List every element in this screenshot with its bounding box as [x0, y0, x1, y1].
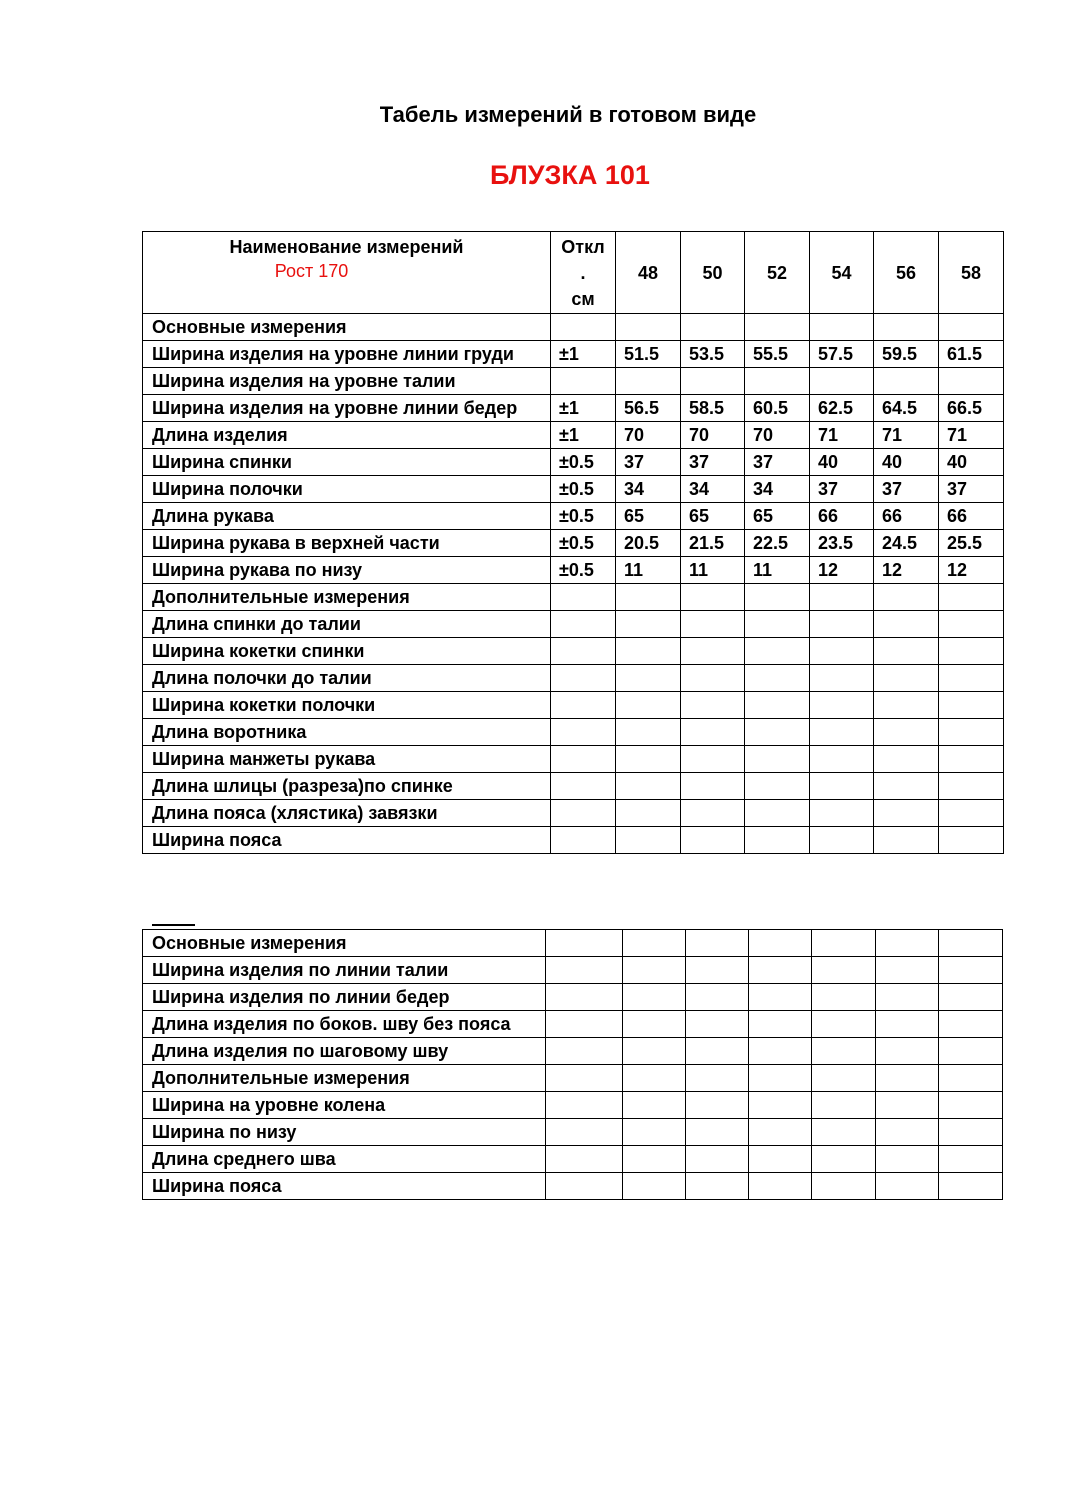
size-value-cell: 57.5 [810, 341, 874, 368]
size-value-cell: 37 [810, 476, 874, 503]
measurement-name-cell: Ширина изделия на уровне линии груди [143, 341, 551, 368]
size-value-cell [616, 665, 681, 692]
table-row [143, 746, 1004, 773]
size-value-cell: 51.5 [616, 341, 681, 368]
size-value-cell [616, 314, 681, 341]
table-row [143, 1092, 1003, 1119]
size-value-cell [748, 1119, 811, 1146]
size-value-cell: 11 [745, 557, 810, 584]
size-value-cell [685, 1065, 748, 1092]
size-value-cell [622, 1119, 685, 1146]
header-size-cell: 52 [745, 232, 810, 314]
size-value-cell [748, 1038, 811, 1065]
size-value-cell [745, 611, 810, 638]
size-value-cell: 56.5 [616, 395, 681, 422]
measurement-name-cell: Длина шлицы (разреза)по спинке [143, 773, 551, 800]
size-value-cell [681, 611, 745, 638]
size-value-cell [875, 1065, 938, 1092]
size-value-cell: 62.5 [810, 395, 874, 422]
deviation-cell [551, 611, 616, 638]
size-value-cell [745, 584, 810, 611]
deviation-cell [551, 773, 616, 800]
deviation-cell [551, 584, 616, 611]
size-value-cell [748, 1011, 811, 1038]
size-value-cell [939, 746, 1004, 773]
size-value-cell [811, 1011, 875, 1038]
table-header-row [143, 232, 1004, 314]
size-value-cell [874, 746, 939, 773]
size-value-cell [681, 368, 745, 395]
table-row [143, 1038, 1003, 1065]
size-value-cell [938, 1146, 1002, 1173]
deviation-cell: ±1 [551, 422, 616, 449]
size-value-cell [939, 314, 1004, 341]
deviation-cell [551, 827, 616, 854]
size-value-cell [748, 1092, 811, 1119]
table-row [143, 665, 1004, 692]
measurement-name-cell: Ширина по низу [143, 1119, 546, 1146]
size-value-cell: 66 [939, 503, 1004, 530]
size-value-cell [745, 773, 810, 800]
size-value-cell [939, 719, 1004, 746]
size-value-cell: 55.5 [745, 341, 810, 368]
table-row [143, 341, 1004, 368]
header-size-cell: 48 [616, 232, 681, 314]
size-value-cell: 70 [616, 422, 681, 449]
size-value-cell: 59.5 [874, 341, 939, 368]
size-value-cell: 70 [745, 422, 810, 449]
deviation-cell [546, 1038, 622, 1065]
deviation-cell [551, 800, 616, 827]
size-value-cell [810, 773, 874, 800]
size-value-cell: 64.5 [874, 395, 939, 422]
table-row [143, 957, 1003, 984]
size-value-cell [681, 692, 745, 719]
size-value-cell [939, 800, 1004, 827]
size-value-cell [810, 692, 874, 719]
size-value-cell: 65 [681, 503, 745, 530]
measurement-name-cell: Длина пояса (хлястика) завязки [143, 800, 551, 827]
size-value-cell [622, 1011, 685, 1038]
table-row [143, 773, 1004, 800]
size-value-cell [874, 773, 939, 800]
size-value-cell [748, 930, 811, 957]
size-value-cell [811, 930, 875, 957]
measurement-name-cell: Ширина пояса [143, 827, 551, 854]
header-height-label: Рост 170 [274, 261, 349, 281]
measurement-name-cell: Ширина рукава в верхней части [143, 530, 551, 557]
size-value-cell [681, 746, 745, 773]
deviation-cell [546, 1065, 622, 1092]
measurement-name-cell: Дополнительные измерения [143, 1065, 546, 1092]
header-deviation-line: Откл [561, 236, 605, 257]
size-value-cell [745, 368, 810, 395]
size-value-cell [748, 957, 811, 984]
measurement-name-cell: Ширина изделия на уровне талии [143, 368, 551, 395]
size-value-cell [685, 1173, 748, 1200]
size-value-cell [874, 827, 939, 854]
measurement-name-cell: Длина полочки до талии [143, 665, 551, 692]
table-row [143, 611, 1004, 638]
size-value-cell [939, 665, 1004, 692]
measurement-name-cell: Ширина изделия по линии бедер [143, 984, 546, 1011]
table-row [143, 1173, 1003, 1200]
deviation-cell [551, 665, 616, 692]
deviation-cell [551, 692, 616, 719]
deviation-cell [551, 314, 616, 341]
size-value-cell: 53.5 [681, 341, 745, 368]
size-value-cell [685, 1038, 748, 1065]
size-value-cell [938, 1119, 1002, 1146]
size-value-cell [811, 984, 875, 1011]
table-row [143, 314, 1004, 341]
size-value-cell [811, 957, 875, 984]
size-value-cell [745, 800, 810, 827]
deviation-cell: ±0.5 [551, 476, 616, 503]
size-value-cell: 66 [810, 503, 874, 530]
size-value-cell [616, 800, 681, 827]
size-value-cell [938, 930, 1002, 957]
size-value-cell [616, 719, 681, 746]
size-value-cell [875, 1038, 938, 1065]
size-value-cell [745, 692, 810, 719]
size-value-cell [616, 827, 681, 854]
size-value-cell [874, 665, 939, 692]
size-value-cell [622, 930, 685, 957]
measurement-name-cell: Длина воротника [143, 719, 551, 746]
deviation-cell [551, 719, 616, 746]
size-value-cell [622, 1146, 685, 1173]
size-value-cell [622, 1173, 685, 1200]
size-value-cell [811, 1065, 875, 1092]
size-value-cell [874, 584, 939, 611]
size-value-cell [681, 800, 745, 827]
size-value-cell [681, 773, 745, 800]
size-value-cell [681, 314, 745, 341]
size-value-cell: 37 [745, 449, 810, 476]
size-value-cell [938, 1038, 1002, 1065]
measurement-name-cell: Ширина на уровне колена [143, 1092, 546, 1119]
size-value-cell [681, 719, 745, 746]
table-row [143, 395, 1004, 422]
header-deviation-line: см [571, 288, 595, 309]
size-value-cell: 12 [874, 557, 939, 584]
size-value-cell [616, 692, 681, 719]
deviation-cell [551, 368, 616, 395]
table-row [143, 930, 1003, 957]
size-value-cell: 24.5 [874, 530, 939, 557]
size-value-cell [811, 1146, 875, 1173]
measurement-name-cell: Длина рукава [143, 503, 551, 530]
deviation-cell: ±0.5 [551, 503, 616, 530]
size-value-cell [938, 957, 1002, 984]
table-row [143, 800, 1004, 827]
header-deviation-line: . [580, 262, 586, 283]
size-value-cell [810, 665, 874, 692]
measurement-name-cell: Ширина полочки [143, 476, 551, 503]
size-value-cell [939, 611, 1004, 638]
size-value-cell [622, 957, 685, 984]
size-value-cell [939, 368, 1004, 395]
size-value-cell: 61.5 [939, 341, 1004, 368]
size-value-cell [875, 1011, 938, 1038]
section-separator [152, 924, 195, 926]
table-row [143, 557, 1004, 584]
size-value-cell [875, 984, 938, 1011]
size-value-cell [685, 1011, 748, 1038]
measurement-name-cell: Основные измерения [143, 314, 551, 341]
size-value-cell [685, 1119, 748, 1146]
size-value-cell [745, 827, 810, 854]
header-size-cell: 58 [939, 232, 1004, 314]
size-value-cell: 34 [745, 476, 810, 503]
size-value-cell [874, 800, 939, 827]
size-value-cell [745, 665, 810, 692]
size-value-cell [939, 827, 1004, 854]
deviation-cell [551, 746, 616, 773]
secondary-measurements-table [142, 929, 1003, 1200]
header-size-cell: 54 [810, 232, 874, 314]
deviation-cell [546, 1092, 622, 1119]
size-value-cell [622, 984, 685, 1011]
deviation-cell [546, 1119, 622, 1146]
measurement-name-cell: Ширина кокетки полочки [143, 692, 551, 719]
size-value-cell [939, 584, 1004, 611]
deviation-cell [546, 930, 622, 957]
size-value-cell: 40 [810, 449, 874, 476]
size-value-cell [810, 314, 874, 341]
size-value-cell: 12 [939, 557, 1004, 584]
size-value-cell: 23.5 [810, 530, 874, 557]
size-value-cell [938, 1092, 1002, 1119]
size-value-cell: 58.5 [681, 395, 745, 422]
size-value-cell: 65 [616, 503, 681, 530]
size-value-cell: 11 [616, 557, 681, 584]
size-value-cell [810, 638, 874, 665]
size-value-cell [681, 584, 745, 611]
size-value-cell [748, 1065, 811, 1092]
size-value-cell: 66 [874, 503, 939, 530]
table-row [143, 1146, 1003, 1173]
measurement-name-cell: Ширина пояса [143, 1173, 546, 1200]
table-row [143, 638, 1004, 665]
size-value-cell [811, 1038, 875, 1065]
size-value-cell: 71 [810, 422, 874, 449]
measurement-name-cell: Ширина изделия на уровне линии бедер [143, 395, 551, 422]
table-row [143, 530, 1004, 557]
size-value-cell [748, 1146, 811, 1173]
size-value-cell [685, 930, 748, 957]
size-value-cell [810, 584, 874, 611]
measurement-name-cell: Длина изделия [143, 422, 551, 449]
size-value-cell [745, 314, 810, 341]
header-deviation-cell [551, 232, 616, 314]
table-row [143, 368, 1004, 395]
size-value-cell: 25.5 [939, 530, 1004, 557]
size-value-cell [622, 1065, 685, 1092]
size-value-cell [938, 984, 1002, 1011]
size-value-cell [938, 1011, 1002, 1038]
measurements-table [142, 231, 1004, 854]
deviation-cell: ±0.5 [551, 557, 616, 584]
size-value-cell: 40 [939, 449, 1004, 476]
size-value-cell [875, 957, 938, 984]
size-value-cell [745, 638, 810, 665]
deviation-cell [551, 638, 616, 665]
header-name-label: Наименование измерений [229, 237, 464, 257]
size-value-cell [874, 368, 939, 395]
size-value-cell: 34 [681, 476, 745, 503]
size-value-cell [616, 611, 681, 638]
size-value-cell: 12 [810, 557, 874, 584]
table-row [143, 584, 1004, 611]
measurement-name-cell: Длина спинки до талии [143, 611, 551, 638]
measurement-name-cell: Длина изделия по шаговому шву [143, 1038, 546, 1065]
size-value-cell: 60.5 [745, 395, 810, 422]
deviation-cell [546, 1011, 622, 1038]
size-value-cell [616, 584, 681, 611]
size-value-cell [622, 1092, 685, 1119]
size-value-cell [616, 746, 681, 773]
table-row [143, 719, 1004, 746]
size-value-cell [685, 1146, 748, 1173]
size-value-cell [938, 1173, 1002, 1200]
size-value-cell: 37 [616, 449, 681, 476]
size-value-cell: 70 [681, 422, 745, 449]
size-value-cell: 37 [681, 449, 745, 476]
table-row [143, 422, 1004, 449]
size-value-cell [810, 800, 874, 827]
size-value-cell [685, 984, 748, 1011]
size-value-cell [681, 827, 745, 854]
size-value-cell: 40 [874, 449, 939, 476]
size-value-cell: 11 [681, 557, 745, 584]
deviation-cell: ±0.5 [551, 530, 616, 557]
size-value-cell: 37 [939, 476, 1004, 503]
deviation-cell [546, 984, 622, 1011]
size-value-cell [811, 1092, 875, 1119]
size-value-cell [874, 692, 939, 719]
size-value-cell [874, 611, 939, 638]
size-value-cell [681, 638, 745, 665]
size-value-cell [810, 827, 874, 854]
size-value-cell: 71 [874, 422, 939, 449]
header-size-cell: 50 [681, 232, 745, 314]
size-value-cell [875, 1146, 938, 1173]
table-row [143, 984, 1003, 1011]
size-value-cell [875, 930, 938, 957]
header-name-cell [143, 232, 551, 314]
measurement-name-cell: Ширина рукава по низу [143, 557, 551, 584]
size-value-cell [681, 665, 745, 692]
deviation-cell [546, 1146, 622, 1173]
size-value-cell [810, 746, 874, 773]
size-value-cell [616, 638, 681, 665]
size-value-cell [810, 719, 874, 746]
product-title: БЛУЗКА 101 [490, 160, 650, 190]
size-value-cell [810, 611, 874, 638]
deviation-cell: ±1 [551, 395, 616, 422]
size-value-cell: 22.5 [745, 530, 810, 557]
size-value-cell: 37 [874, 476, 939, 503]
size-value-cell [938, 1065, 1002, 1092]
size-value-cell [874, 314, 939, 341]
table-row [143, 827, 1004, 854]
size-value-cell [745, 719, 810, 746]
table-row [143, 692, 1004, 719]
size-value-cell [616, 773, 681, 800]
size-value-cell [810, 368, 874, 395]
table-row [143, 476, 1004, 503]
deviation-cell: ±0.5 [551, 449, 616, 476]
size-value-cell: 21.5 [681, 530, 745, 557]
size-value-cell [748, 984, 811, 1011]
size-value-cell [622, 1038, 685, 1065]
size-value-cell [811, 1119, 875, 1146]
measurement-name-cell: Длина среднего шва [143, 1146, 546, 1173]
size-value-cell [616, 368, 681, 395]
deviation-cell [546, 1173, 622, 1200]
size-value-cell [874, 719, 939, 746]
table-row [143, 1065, 1003, 1092]
deviation-cell [546, 957, 622, 984]
measurement-name-cell: Дополнительные измерения [143, 584, 551, 611]
size-value-cell [939, 692, 1004, 719]
measurement-name-cell: Ширина манжеты рукава [143, 746, 551, 773]
page-title: Табель измерений в готовом виде [379, 102, 757, 127]
table-row [143, 503, 1004, 530]
size-value-cell [748, 1173, 811, 1200]
size-value-cell [875, 1173, 938, 1200]
size-value-cell: 65 [745, 503, 810, 530]
size-value-cell [875, 1119, 938, 1146]
measurement-name-cell: Ширина изделия по линии талии [143, 957, 546, 984]
measurement-name-cell: Основные измерения [143, 930, 546, 957]
size-value-cell [745, 746, 810, 773]
measurement-name-cell: Ширина спинки [143, 449, 551, 476]
size-value-cell [939, 638, 1004, 665]
size-value-cell [874, 638, 939, 665]
size-value-cell [811, 1173, 875, 1200]
size-value-cell: 34 [616, 476, 681, 503]
deviation-cell: ±1 [551, 341, 616, 368]
size-value-cell: 71 [939, 422, 1004, 449]
size-value-cell [685, 957, 748, 984]
measurement-name-cell: Ширина кокетки спинки [143, 638, 551, 665]
measurement-name-cell: Длина изделия по боков. шву без пояса [143, 1011, 546, 1038]
size-value-cell [875, 1092, 938, 1119]
size-value-cell [685, 1092, 748, 1119]
table-row [143, 1011, 1003, 1038]
size-value-cell: 20.5 [616, 530, 681, 557]
header-size-cell: 56 [874, 232, 939, 314]
table-row [143, 1119, 1003, 1146]
table-row [143, 449, 1004, 476]
size-value-cell [939, 773, 1004, 800]
size-value-cell: 66.5 [939, 395, 1004, 422]
